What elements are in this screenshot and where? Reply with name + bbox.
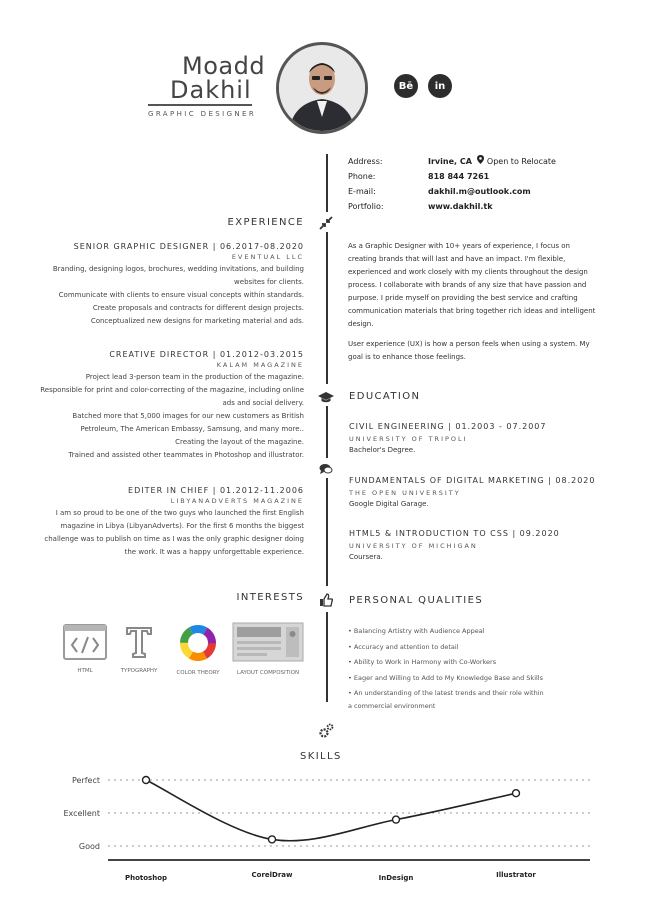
quality-item: • An understanding of the latest trends and their role within <box>348 689 544 697</box>
skills-line <box>146 780 516 841</box>
qualities-list <box>348 624 598 711</box>
quality-item: • Balancing Artistry with Audience Appeal <box>348 627 485 635</box>
job-company: KALAM MAGAZINE <box>216 361 304 369</box>
education-entry <box>349 476 595 508</box>
job-line: Batched more that 5,000 images for our new customers as British <box>72 412 304 420</box>
job-entry <box>14 350 304 462</box>
skills-category-label: Photoshop <box>124 874 168 882</box>
edu-school: UNIVERSITY OF TRIPOLI <box>349 435 468 443</box>
behance-icon[interactable]: Bē <box>394 74 418 98</box>
quality-item: • Ability to Work in Harmony with Co-Workers <box>348 658 497 666</box>
timeline-line <box>326 232 328 384</box>
address-value: Irvine, CA <box>428 157 472 166</box>
job-line: Creating the layout of the magazine. <box>175 438 304 446</box>
experience-heading: EXPERIENCE <box>227 217 304 228</box>
interest-layout-composition <box>230 622 306 676</box>
job-entry <box>14 242 304 328</box>
contact-email-row <box>348 184 556 199</box>
color-wheel-icon <box>170 624 226 662</box>
job-line: ads and social delivery. <box>222 399 304 407</box>
skills-category-label: CorelDraw <box>251 871 293 879</box>
skills-level-label: Good <box>78 842 100 851</box>
quality-item: • Eager and Willing to Add to My Knowledge Base and Skills <box>348 673 544 682</box>
quality-item: • Accuracy and attention to detail <box>348 642 459 651</box>
phone-value[interactable]: 818 844 7261 <box>428 172 490 181</box>
portfolio-link[interactable]: www.dakhil.tk <box>428 202 493 211</box>
skills-level-label: Excellent <box>63 809 100 818</box>
timeline-line <box>326 612 328 702</box>
edu-note: Bachelor's Degree. <box>349 446 416 454</box>
contact-portfolio-row <box>348 199 556 214</box>
job-line: Trained and assisted other teammates in Photoshop and illustrator. <box>68 451 304 459</box>
skills-category-label: InDesign <box>378 874 414 882</box>
interest-label: COLOR THEORY <box>176 670 220 676</box>
interest-html <box>62 624 108 674</box>
interest-label: LAYOUT COMPOSITION <box>236 670 300 676</box>
job-description <box>14 371 304 462</box>
job-line: Petroleum, The American Embassy, Samsung, and many more.. <box>80 425 304 433</box>
interest-label: TYPOGRAPHY <box>120 668 158 674</box>
edu-school: UNIVERSITY OF MICHIGAN <box>349 542 478 550</box>
job-line: Conceptualized new designs for marketing material and ads. <box>90 317 304 325</box>
location-pin-icon <box>477 154 484 169</box>
skills-level-label: Perfect <box>71 776 100 785</box>
education-entry <box>349 529 560 561</box>
job-description <box>14 263 304 328</box>
interest-color-theory <box>170 624 226 676</box>
edu-note: Coursera. <box>349 553 383 561</box>
compress-arrows-icon <box>316 214 336 232</box>
skills-point-photoshop <box>143 777 150 784</box>
job-line: Communicate with clients to ensure visual concepts within standards. <box>58 291 304 299</box>
address-label: Address: <box>348 157 383 166</box>
edu-title: FUNDAMENTALS OF DIGITAL MARKETING | 08.2020 <box>349 476 596 485</box>
job-line: I am so proud to be one of the two guys who launched the first English <box>55 509 304 517</box>
job-title: CREATIVE DIRECTOR | 01.2012-03.2015 <box>109 350 304 359</box>
job-description <box>14 507 304 559</box>
edu-title: CIVIL ENGINEERING | 01.2003 - 07.2007 <box>349 422 547 431</box>
interest-label: HTML <box>77 668 93 674</box>
edu-title: HTML5 & INTRODUCTION TO CSS | 09.2020 <box>349 529 560 538</box>
gears-icon <box>316 722 336 740</box>
interests-heading: INTERESTS <box>236 592 304 603</box>
email-value[interactable]: dakhil.m@outlook.com <box>428 187 531 196</box>
summary-ux-paragraph: User experience (UX) is how a person feels when using a system. My goal is to enhance those feelings. <box>348 340 590 361</box>
job-line: the work. It was a happy unforgettable experience. <box>124 548 304 556</box>
skills-point-indesign <box>393 816 400 823</box>
job-company: EVENTUAL LLC <box>231 253 304 261</box>
job-title: EDITER IN CHIEF | 01.2012-11.2006 <box>128 486 304 495</box>
job-title: SENIOR GRAPHIC DESIGNER | 06.2017-08.2020 <box>73 242 304 251</box>
name-divider <box>148 104 252 106</box>
job-line: Responsible for print and color-correcting of the magazine, including online <box>40 386 304 394</box>
skills-chart <box>0 760 650 900</box>
contact-address-row <box>348 154 556 169</box>
interest-typography <box>114 624 164 674</box>
chat-bubbles-icon <box>316 460 336 478</box>
job-company: LIBYANADVERTS MAGAZINE <box>170 497 304 505</box>
job-entry <box>14 486 304 559</box>
last-name: Dakhil <box>170 76 252 104</box>
phone-label: Phone: <box>348 172 376 181</box>
contact-block <box>348 154 556 214</box>
contact-phone-row <box>348 169 556 184</box>
code-icon <box>62 624 108 660</box>
timeline-line <box>326 154 328 212</box>
job-line: Branding, designing logos, brochures, wedding invitations, and building <box>52 265 304 273</box>
job-line: websites for clients. <box>234 278 304 286</box>
summary-paragraph: As a Graphic Designer with 10+ years of experience, I focus on creating brands that will last and have an impact. I'm flexible, experienced and work closely with my clients throughout the design process. I collaborate with brands of any size that have passion and purpose. I pride myself on providing the best service and crafting communication materials that bring together rich ideas and intelligent design. <box>348 242 596 328</box>
edu-school: THE OPEN UNIVERSITY <box>349 489 461 497</box>
education-entry <box>349 422 547 454</box>
quality-item: a commercial environment <box>348 701 436 710</box>
portfolio-label: Portfolio: <box>348 202 384 211</box>
skills-point-coreldraw <box>269 836 276 843</box>
job-line: Project lead 3-person team in the production of the magazine. <box>85 373 304 381</box>
relocate-note: Open to Relocate <box>486 157 556 166</box>
education-heading: EDUCATION <box>349 391 421 402</box>
personal-qualities-heading: PERSONAL QUALITIES <box>349 595 484 606</box>
thumbs-up-icon <box>316 591 336 609</box>
job-line: Create proposals and contracts for different design projects. <box>92 304 304 312</box>
job-line: challenge was to publish on time as I was the only graphic designer doing <box>44 535 304 543</box>
layout-icon <box>230 622 306 662</box>
edu-note: Google Digital Garage. <box>349 500 429 508</box>
job-line: magazine in Libya (LibyanAdverts). For the first 6 months the biggest <box>60 522 304 530</box>
timeline-line <box>326 404 328 458</box>
timeline-line <box>326 476 328 586</box>
typography-icon <box>114 624 164 660</box>
job-role: GRAPHIC DESIGNER <box>148 110 257 118</box>
skills-heading: SKILLS <box>300 751 342 762</box>
linkedin-icon[interactable]: in <box>428 74 452 98</box>
profile-photo <box>276 42 368 134</box>
first-name: Moadd <box>182 52 266 80</box>
email-label: E-mail: <box>348 187 376 196</box>
skills-point-illustrator <box>513 790 520 797</box>
graduation-cap-icon <box>316 388 336 406</box>
skills-category-label: Illustrator <box>496 871 536 879</box>
